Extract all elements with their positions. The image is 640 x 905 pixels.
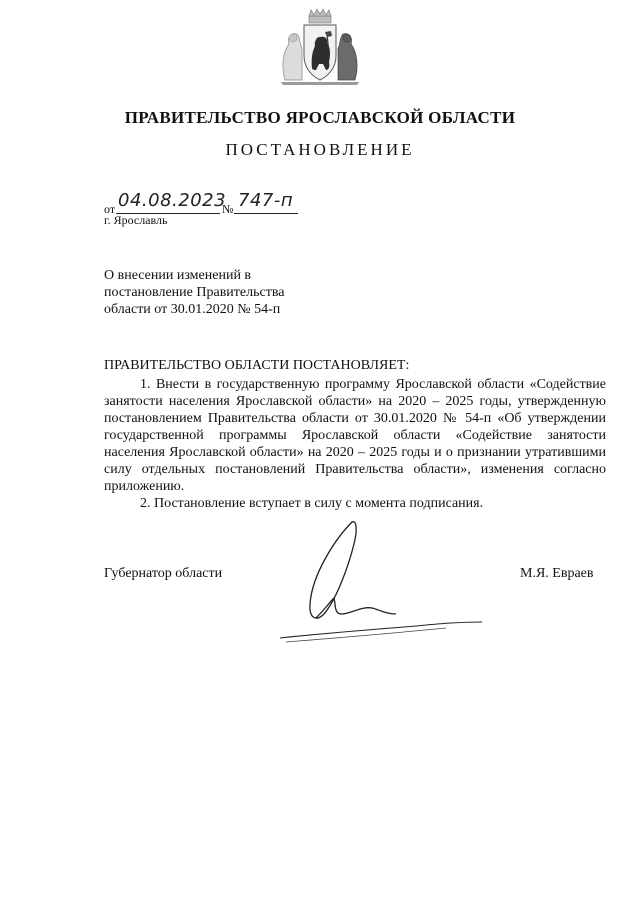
- date-value: 04.08.2023: [118, 190, 227, 211]
- subject-line: области от 30.01.2020 № 54-п: [104, 302, 281, 317]
- date-label: от: [104, 202, 116, 216]
- decree-body: [104, 376, 606, 512]
- decree-heading: ПРАВИТЕЛЬСТВО ОБЛАСТИ ПОСТАНОВЛЯЕТ:: [104, 358, 410, 373]
- decree-paragraph: 2. Постановление вступает в силу с момента подписания.: [140, 496, 484, 511]
- organization-name: ПРАВИТЕЛЬСТВО ЯРОСЛАВСКОЙ ОБЛАСТИ: [124, 108, 516, 127]
- signer-name: М.Я. Евраев: [520, 566, 594, 581]
- number-label: №: [222, 202, 234, 216]
- subject-line: постановление Правительства: [104, 285, 285, 300]
- number-underline: [234, 213, 298, 214]
- subject-block: [104, 267, 364, 318]
- subject-line: О внесении изменений в: [104, 268, 252, 283]
- document-type: ПОСТАНОВЛЕНИЕ: [225, 140, 415, 159]
- decree-paragraph: 1. Внести в государственную программу Ярославской области «Содействие занятости населения Ярославской области» на 2020 – 2025 годы, утвержденную постановлением Правительства области от 30.01.2020 № 54-п «Об утверждении государственной программы Ярославской области «Содействие занятости населения Ярославской области» на 2020 – 2025 годы и о признании утратившими силу отдельных постановлений Правительства области», изменения согласно приложению.: [104, 377, 606, 494]
- handwritten-signature-icon: [276, 518, 486, 658]
- city: г. Ярославль: [104, 213, 168, 227]
- signer-position: Губернатор области: [104, 566, 223, 581]
- yaroslavl-coat-of-arms-icon: [275, 8, 365, 88]
- number-value: 747-п: [238, 190, 294, 211]
